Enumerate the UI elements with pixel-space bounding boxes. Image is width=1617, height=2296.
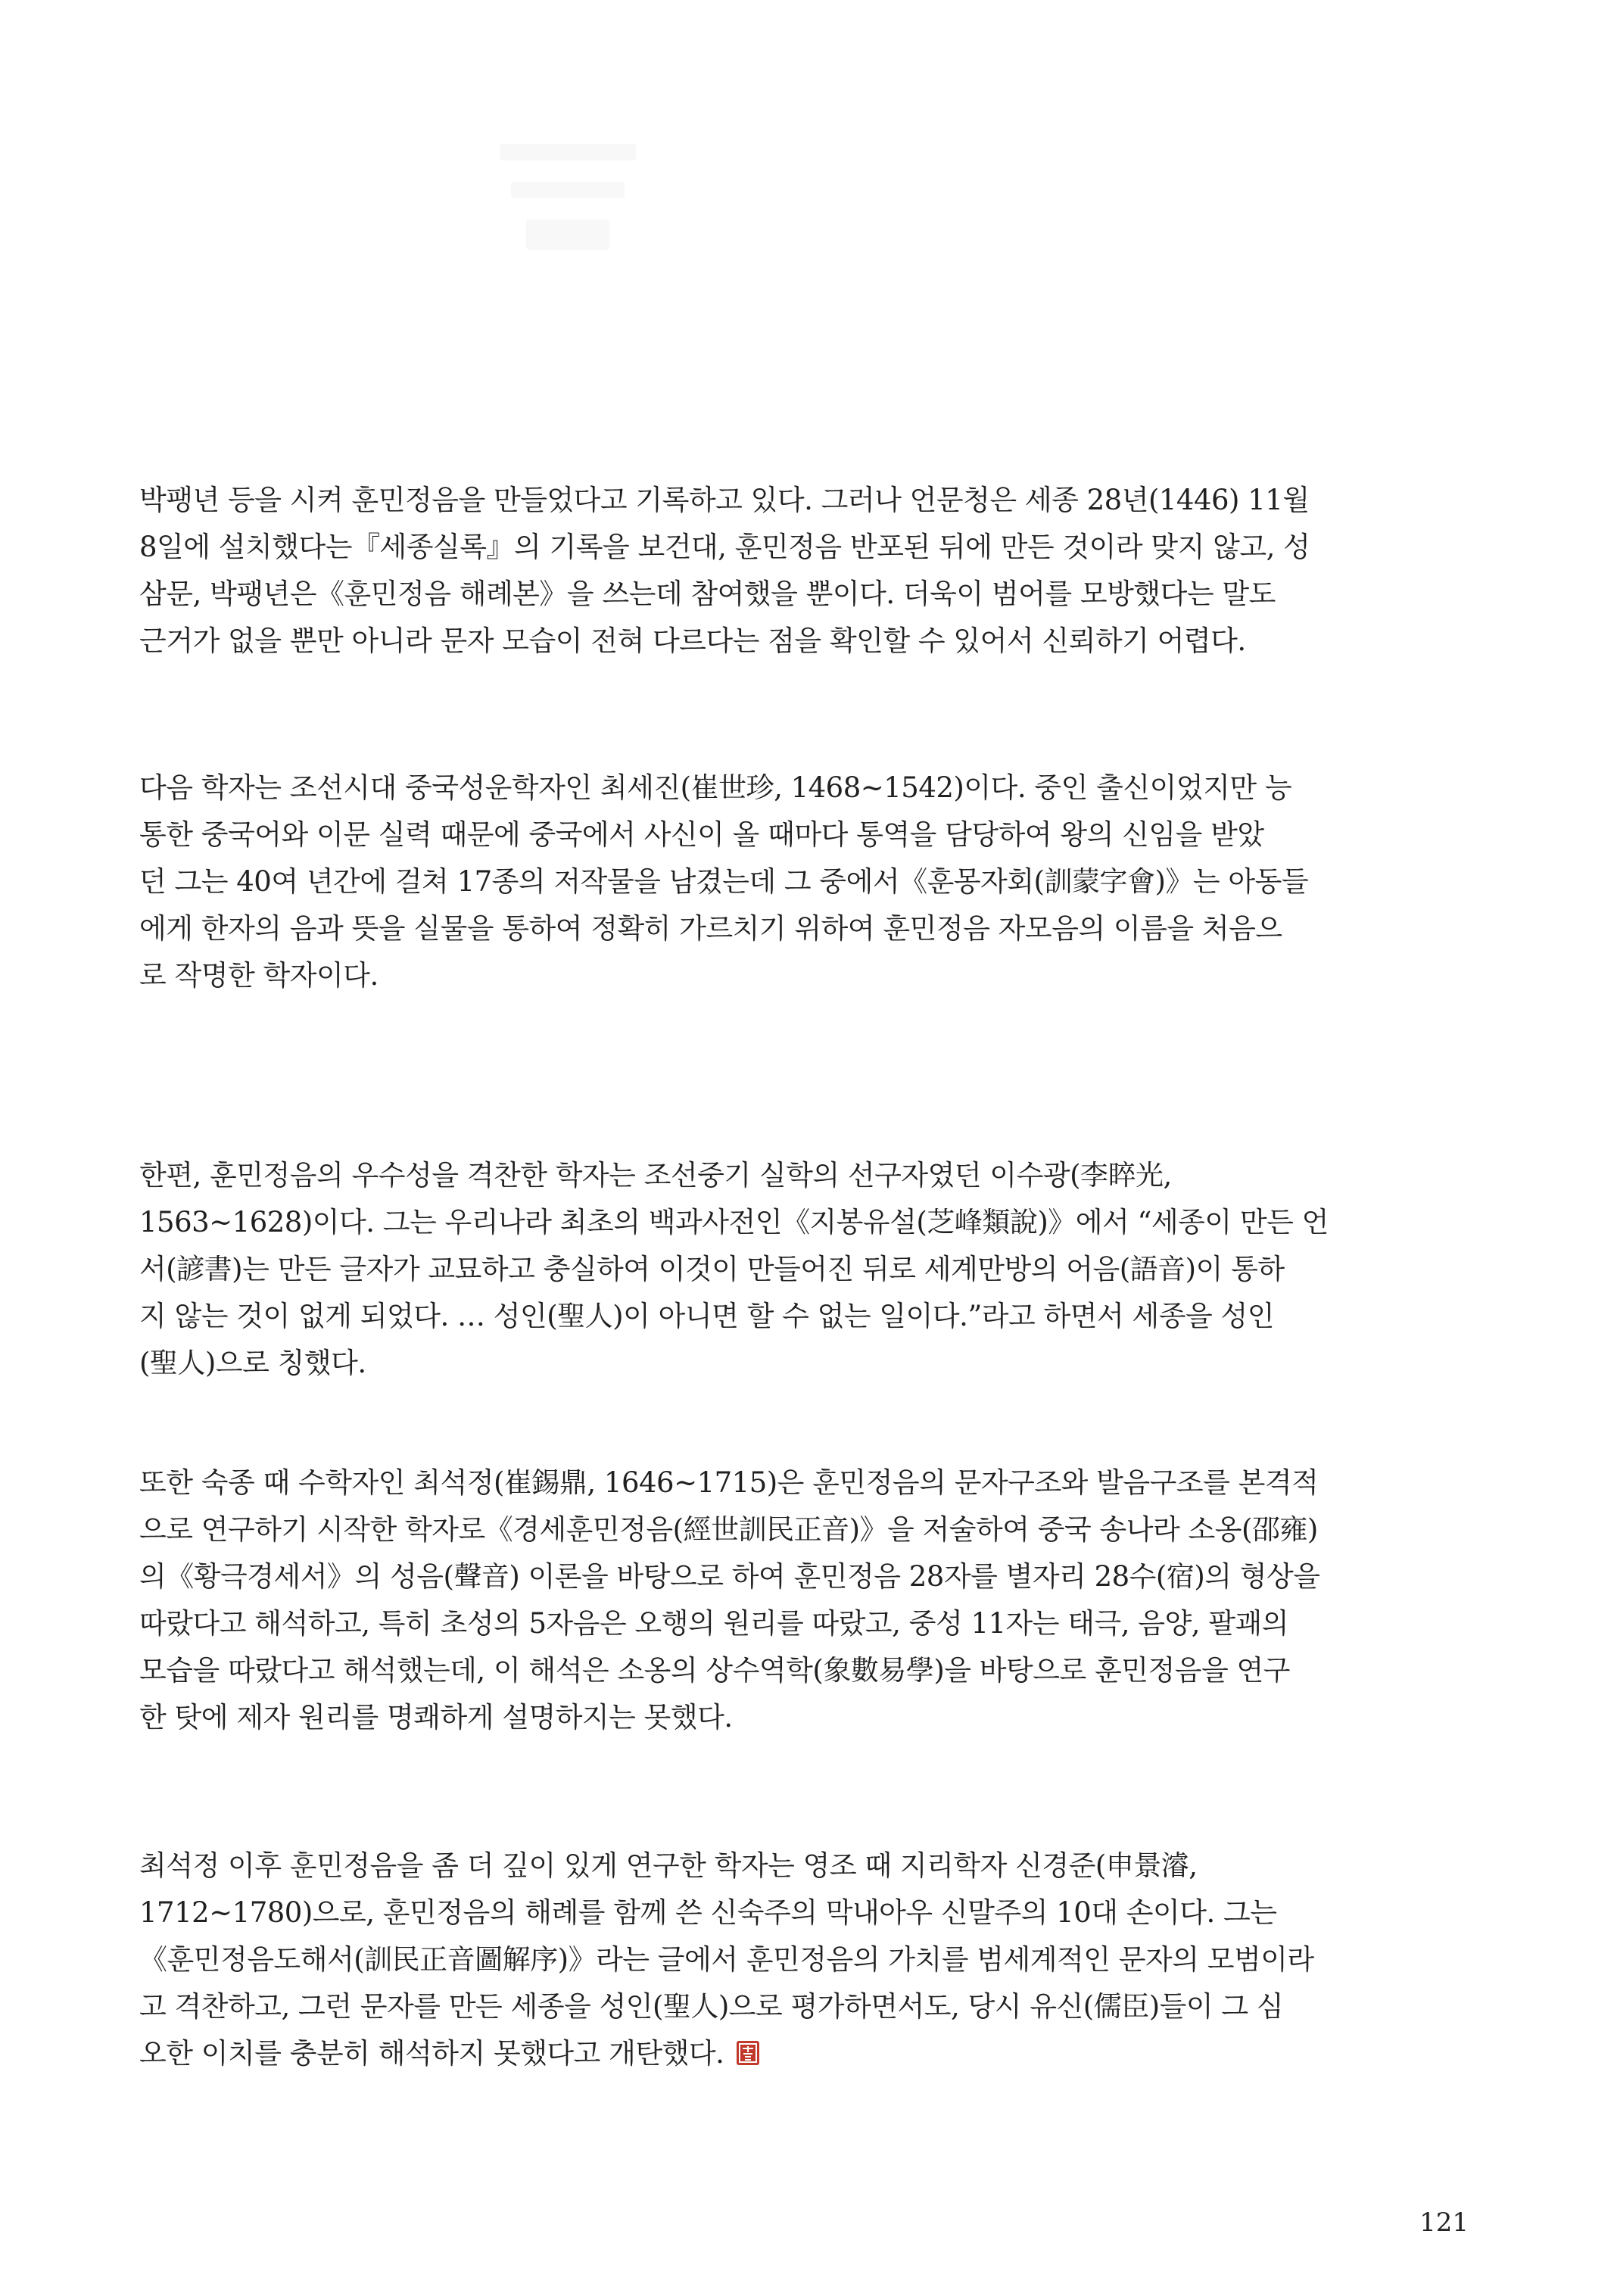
paragraph-3 bbox=[139, 1152, 1431, 1387]
paragraph-4 bbox=[139, 1460, 1431, 1741]
text-line: 모습을 따랐다고 해석했는데, 이 해석은 소옹의 상수역학(象數易學)을 바탕으로 훈민정음을 연구 bbox=[139, 1654, 1290, 1687]
text-line: 으로 연구하기 시작한 학자로《경세훈민정음(經世訓民正音)》을 저술하여 중국 송나라 소옹(邵雍) bbox=[139, 1513, 1318, 1546]
text-line: 지 않는 것이 없게 되었다. … 성인(聖人)이 아니면 할 수 없는 일이다.”라고 하면서 세종을 성인 bbox=[139, 1300, 1274, 1332]
text-line: 《훈민정음도해서(訓民正音圖解序)》라는 글에서 훈민정음의 가치를 범세계적인 문자의 모범이라 bbox=[139, 1943, 1314, 1976]
text-line: 따랐다고 해석하고, 특히 초성의 5자음은 오행의 원리를 따랐고, 중성 11자는 태극, 음양, 팔괘의 bbox=[139, 1607, 1289, 1640]
text-line: 오한 이치를 충분히 해석하지 못했다고 개탄했다. bbox=[139, 2037, 724, 2070]
text-line: 삼문, 박팽년은《훈민정음 해례본》을 쓰는데 참여했을 뿐이다. 더욱이 범어를 모방했다는 말도 bbox=[139, 578, 1276, 610]
red-seal-icon bbox=[736, 2040, 760, 2066]
text-line: 의《황극경세서》의 성음(聲音) 이론을 바탕으로 하여 훈민정음 28자를 별자리 28수(宿)의 형상을 bbox=[139, 1560, 1320, 1593]
text-line-last bbox=[139, 2030, 1431, 2077]
paragraph-5 bbox=[139, 1843, 1431, 2077]
paragraph-2 bbox=[139, 765, 1431, 999]
text-line: 또한 숙종 때 수학자인 최석정(崔錫鼎, 1646~1715)은 훈민정음의 문자구조와 발음구조를 본격적 bbox=[139, 1466, 1319, 1499]
text-line: 한 탓에 제자 원리를 명쾌하게 설명하지는 못했다. bbox=[139, 1701, 733, 1734]
text-line: 근거가 없을 뿐만 아니라 문자 모습이 전혀 다르다는 점을 확인할 수 있어서 신뢰하기 어렵다. bbox=[139, 625, 1246, 657]
paragraph-1 bbox=[139, 477, 1431, 665]
text-line: 고 격찬하고, 그런 문자를 만든 세종을 성인(聖人)으로 평가하면서도, 당시 유신(儒臣)들이 그 심 bbox=[139, 1990, 1284, 2023]
text-line: 8일에 설치했다는『세종실록』의 기록을 보건대, 훈민정음 반포된 뒤에 만든 것이라 맞지 않고, 성 bbox=[139, 531, 1310, 563]
text-line: 에게 한자의 음과 뜻을 실물을 통하여 정확히 가르치기 위하여 훈민정음 자모음의 이름을 처음으 bbox=[139, 912, 1282, 945]
bleed-through-header bbox=[454, 144, 681, 341]
text-line: 한편, 훈민정음의 우수성을 격찬한 학자는 조선중기 실학의 선구자였던 이수광(李睟光, bbox=[139, 1159, 1172, 1192]
text-line: 1563~1628)이다. 그는 우리나라 최초의 백과사전인《지봉유설(芝峰類說)》에서 “세종이 만든 언 bbox=[139, 1206, 1329, 1238]
page-number: 121 bbox=[1419, 2207, 1469, 2238]
text-line: 통한 중국어와 이문 실력 때문에 중국에서 사신이 올 때마다 통역을 담당하여 왕의 신임을 받았 bbox=[139, 818, 1264, 851]
text-line: 다음 학자는 조선시대 중국성운학자인 최세진(崔世珍, 1468~1542)이다. 중인 출신이었지만 능 bbox=[139, 771, 1292, 804]
text-line: 1712~1780)으로, 훈민정음의 해례를 함께 쓴 신숙주의 막내아우 신말주의 10대 손이다. 그는 bbox=[139, 1896, 1277, 1929]
text-line: 박팽년 등을 시켜 훈민정음을 만들었다고 기록하고 있다. 그러나 언문청은 세종 28년(1446) 11월 bbox=[139, 484, 1310, 516]
text-line: 서(諺書)는 만든 글자가 교묘하고 충실하여 이것이 만들어진 뒤로 세계만방의 어음(語音)이 통하 bbox=[139, 1253, 1285, 1285]
text-line: 로 작명한 학자이다. bbox=[139, 959, 379, 992]
text-line: 던 그는 40여 년간에 걸쳐 17종의 저작물을 남겼는데 그 중에서《훈몽자회(訓蒙字會)》는 아동들 bbox=[139, 865, 1309, 898]
text-line: 최석정 이후 훈민정음을 좀 더 깊이 있게 연구한 학자는 영조 때 지리학자 신경준(申景濬, bbox=[139, 1849, 1198, 1882]
text-line: (聖人)으로 칭했다. bbox=[139, 1347, 366, 1379]
